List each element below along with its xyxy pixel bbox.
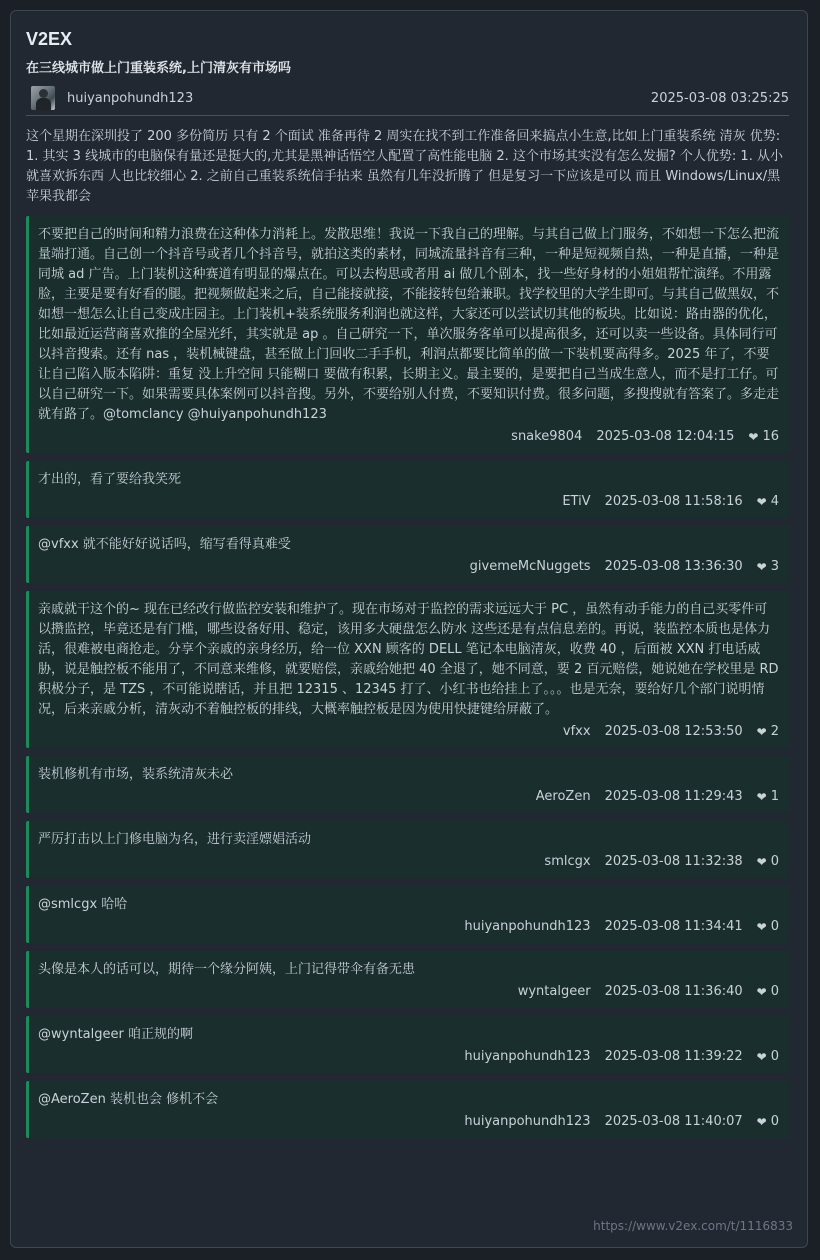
reply-time: 2025-03-08 11:34:41	[604, 919, 743, 934]
reply-item	[26, 951, 789, 1008]
avatar[interactable]	[31, 86, 55, 110]
topic-title: 在三线城市做上门重装系统,上门清灰有市场吗	[26, 61, 291, 76]
reply-like-count: 0	[770, 984, 779, 999]
reply-likes	[757, 722, 779, 742]
reply-author[interactable]: huiyanpohundh123	[464, 1114, 591, 1129]
reply-text: 才出的，看了要给我笑死	[38, 472, 182, 487]
reply-author[interactable]: smlcgx	[544, 854, 591, 869]
reply-item	[26, 526, 789, 583]
reply-item	[26, 1081, 789, 1138]
reply-item	[26, 821, 789, 878]
reply-time: 2025-03-08 13:36:30	[604, 559, 743, 574]
reply-list	[26, 216, 792, 1138]
reply-likes	[757, 917, 779, 937]
reply-author[interactable]: ETiV	[562, 494, 591, 509]
topic-author[interactable]: huiyanpohundh123	[67, 90, 194, 106]
reply-text: @AeroZen 装机也会 修机不会	[38, 1092, 219, 1107]
reply-likes	[757, 982, 779, 1002]
reply-meta	[38, 917, 779, 937]
reply-time: 2025-03-08 11:29:43	[604, 789, 743, 804]
reply-time: 2025-03-08 11:32:38	[604, 854, 743, 869]
avatar-head-shape	[39, 89, 48, 98]
heart-icon: ❤	[756, 985, 767, 999]
reply-like-count: 16	[762, 429, 779, 444]
reply-meta	[38, 787, 779, 807]
reply-likes	[757, 492, 779, 512]
reply-item	[26, 216, 789, 453]
reply-likes	[757, 787, 779, 807]
reply-like-count: 0	[770, 1114, 779, 1129]
heart-icon: ❤	[756, 920, 767, 934]
heart-icon: ❤	[748, 430, 759, 444]
reply-like-count: 1	[770, 789, 779, 804]
reply-like-count: 0	[770, 1049, 779, 1064]
heart-icon: ❤	[756, 1050, 767, 1064]
reply-author[interactable]: vfxx	[562, 724, 591, 739]
reply-like-count: 4	[770, 494, 779, 509]
reply-likes	[757, 557, 779, 577]
reply-text: 严厉打击以上门修电脑为名，进行卖淫嫖娼活动	[38, 832, 312, 847]
heart-icon: ❤	[756, 495, 767, 509]
heart-icon: ❤	[756, 1115, 767, 1129]
reply-meta	[38, 852, 779, 872]
reply-meta	[38, 427, 779, 447]
reply-time: 2025-03-08 12:53:50	[604, 724, 743, 739]
reply-item	[26, 591, 789, 748]
reply-text: 不要把自己的时间和精力浪费在这种体力消耗上。发散思维！我说一下我自己的理解。与其自己做上门服务，不如想一下怎么把流量端打通。自己创一个抖音号或者几个抖音号，就拍这类的素材，同城流量抖音有三种，一种是短视频自热，一种是直播，一种是同城 ad 广告。上门装机这种赛道有明显的爆点在。可以去构思或者用 ai 做几个剧本，找一些好身材的小姐姐帮忙演绎。不用露脸，主要是要有好看的腿。把视频做起来之后，自己能接就接，不能接转包给兼职。找学校里的大学生即可。与其自己做黑奴，不如想一想怎么让自己变成庄园主。上门装机+装系统服务利润也就这样，大家还可以尝试切其他的板块。比如说：路由器的优化，比如最近运营商喜欢推的全屋光纤，其实就是 ap 。自己研究一下，单次服务客单可以提高很多，还可以卖一些设备。具体同行可以抖音搜索。还有 nas ，装机械键盘，甚至做上门回收二手手机，利润点都要比简单的做一下装机要高得多。2025 年了，不要让自己陷入版本陷阱：重复 没上升空间 只能糊口 要做有积累，长期主义。最主要的，是要把自己当成生意人，而不是打工仔。可以自己研究一下。如果需要具体案例可以抖音搜。另外，不要给别人付费，不要知识付费。很多问题，多搜搜就有答案了。多走走就有路了。@tomclancy @huiyanpohundh123	[38, 227, 780, 422]
reply-likes	[757, 852, 779, 872]
reply-text: @vfxx 就不能好好说话吗，缩写看得真难受	[38, 537, 291, 552]
heart-icon: ❤	[756, 560, 767, 574]
reply-text: 头像是本人的话可以，期待一个缘分阿姨，上门记得带伞有备无患	[38, 962, 416, 977]
topic-url[interactable]: https://www.v2ex.com/t/1116833	[593, 1219, 793, 1233]
reply-text: 亲戚就干这个的~ 现在已经改行做监控安装和维护了。现在市场对于监控的需求远远大于 PC ，虽然有动手能力的自己买零件可以攒监控，毕竟还是有门槛，哪些设备好用、稳定，该用多大硬盘怎么防水 这些还是有点信息差的。再说，装监控本质也是体力活，很难被电商抢走。分享个亲戚的亲身经历，给一位 XXN 顾客的 DELL 笔记本电脑清灰，收费 40 ，后面被 XXN 打电话威胁，说是触控板不能用了，不同意来维修，就要赔偿，亲戚给她把 40 全退了，她不同意，要 2 百元赔偿，她说她在学校里是 RD 积极分子，是 TZS ，不可能说瞎话，并且把 12315 、12345 打了、小红书也给挂上了。。。也是无奈，要给好几个部门说明情况，后来亲戚分析，清灰动不着触控板的排线，大概率触控板是因为使用快捷键给屏蔽了。	[38, 602, 779, 717]
reply-author[interactable]: huiyanpohundh123	[464, 919, 591, 934]
topic-content: 这个星期在深圳投了 200 多份简历 只有 2 个面试 准备再待 2 周实在找不到工作准备回来搞点小生意,比如上门重装系统 清灰 优势: 1. 其实 3 线城市的电脑保有量还是挺大的,尤其是黑神话悟空人配置了高性能电脑 2. 这个市场其实没有怎么发掘? 个人优势: 1. 从小就喜欢拆东西 人也比较细心 2. 之前自己重装系统信手拈来 虽然有几年没折腾了 但是复习一下应该是可以 而且 Windows/Linux/黑苹果我都会	[26, 129, 783, 204]
reply-time: 2025-03-08 11:36:40	[604, 984, 743, 999]
divider	[26, 115, 789, 116]
reply-time: 2025-03-08 12:04:15	[596, 429, 735, 444]
reply-text: @smlcgx 哈哈	[38, 897, 128, 912]
reply-meta	[38, 1047, 779, 1067]
reply-likes	[748, 427, 779, 447]
reply-author[interactable]: snake9804	[511, 429, 583, 444]
reply-item	[26, 461, 789, 518]
reply-author[interactable]: wyntalgeer	[517, 984, 591, 999]
reply-item	[26, 886, 789, 943]
reply-like-count: 2	[770, 724, 779, 739]
reply-author[interactable]: givemeMcNuggets	[469, 559, 591, 574]
reply-text: 装机修机有市场，装系统清灰未必	[38, 767, 234, 782]
reply-time: 2025-03-08 11:39:22	[604, 1049, 743, 1064]
reply-likes	[757, 1112, 779, 1132]
reply-meta	[38, 722, 779, 742]
reply-meta	[38, 557, 779, 577]
reply-like-count: 0	[770, 854, 779, 869]
reply-meta	[38, 982, 779, 1002]
reply-author[interactable]: huiyanpohundh123	[464, 1049, 591, 1064]
heart-icon: ❤	[756, 790, 767, 804]
reply-like-count: 3	[770, 559, 779, 574]
avatar-body-shape	[36, 98, 51, 110]
reply-item	[26, 756, 789, 813]
reply-meta	[38, 492, 779, 512]
topic-meta	[26, 86, 792, 110]
site-logo[interactable]: V2EX	[26, 29, 73, 49]
topic-time: 2025-03-08 03:25:25	[650, 90, 789, 106]
topic-card	[10, 10, 808, 1248]
heart-icon: ❤	[756, 855, 767, 869]
reply-item	[26, 1016, 789, 1073]
reply-time: 2025-03-08 11:58:16	[604, 494, 743, 509]
heart-icon: ❤	[756, 725, 767, 739]
reply-author[interactable]: AeroZen	[535, 789, 591, 804]
reply-likes	[757, 1047, 779, 1067]
reply-meta	[38, 1112, 779, 1132]
reply-like-count: 0	[770, 919, 779, 934]
reply-time: 2025-03-08 11:40:07	[604, 1114, 743, 1129]
reply-text: @wyntalgeer 咱正规的啊	[38, 1027, 193, 1042]
